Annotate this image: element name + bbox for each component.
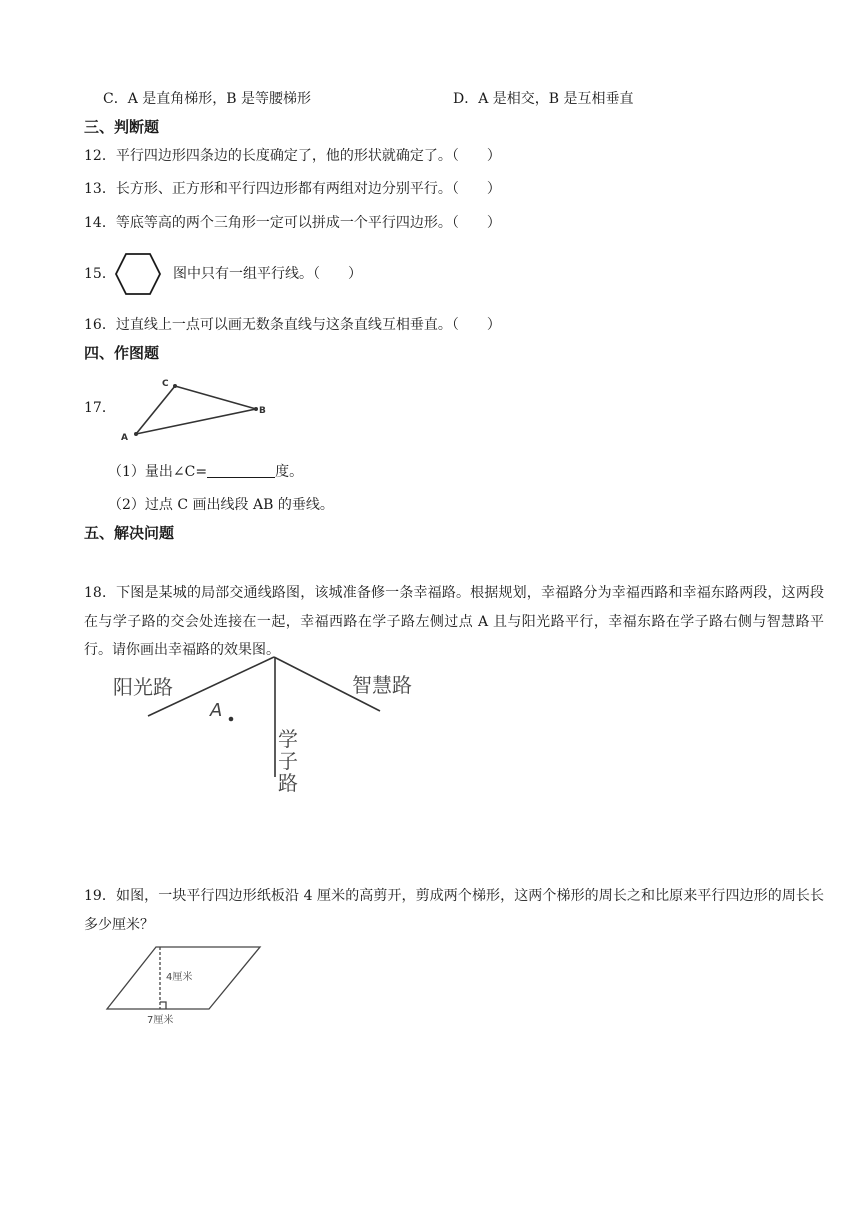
q11-option-c: C．A 是直角梯形，B 是等腰梯形	[103, 91, 312, 107]
triangle-abc-figure	[115, 376, 275, 446]
question-17-number: 17．	[84, 400, 116, 416]
q11-option-d: D．A 是相交，B 是互相垂直	[453, 91, 634, 107]
label-zhihui-road: 智慧路	[352, 673, 412, 697]
question-13: 13．长方形、正方形和平行四边形都有两组对边分别平行。（ ）	[84, 181, 501, 197]
question-16: 16．过直线上一点可以画无数条直线与这条直线互相垂直。（ ）	[84, 317, 501, 333]
hexagon-figure	[114, 252, 162, 296]
part-1-suffix: 度。	[275, 464, 304, 480]
question-17-part-1	[108, 462, 303, 482]
parallelogram-figure	[105, 942, 265, 1032]
label-point-a: A	[121, 433, 128, 443]
label-point-c: C	[162, 379, 169, 389]
answer-blank[interactable]	[207, 463, 275, 478]
question-19: 19．如图，一块平行四边形纸板沿 4 厘米的高剪开，剪成两个梯形，这两个梯形的周长之和比原来平行四边形的周长长多少厘米？	[84, 888, 824, 933]
question-15-number: 15．	[84, 266, 116, 282]
question-15-text: 图中只有一组平行线。（ ）	[173, 266, 362, 282]
section-title-problem-solving: 五、解决问题	[84, 524, 175, 542]
section-title-judgement: 三、判断题	[84, 118, 160, 136]
label-yangguang-road: 阳光路	[113, 675, 173, 699]
question-12: 12．平行四边形四条边的长度确定了，他的形状就确定了。（ ）	[84, 148, 501, 164]
section-title-drawing: 四、作图题	[84, 344, 160, 362]
label-xuezi-road-2: 子	[278, 749, 298, 773]
question-18: 18．下图是某城的局部交通线路图，该城准备修一条幸福路。根据规划，幸福路分为幸福西路和幸福东路两段，这两段在与学子路的交会处连接在一起，幸福西路在学子路左侧过点 A 且与阳光路平行，幸福东路在学子路右侧与智慧路平行。请你画出幸福路的效果图。	[84, 585, 824, 659]
label-point-b: B	[259, 406, 266, 416]
part-1-prefix: （1）量出∠C=	[108, 464, 208, 480]
question-14: 14．等底等高的两个三角形一定可以拼成一个平行四边形。（ ）	[84, 215, 501, 231]
question-17-part-2: （2）过点 C 画出线段 AB 的垂线。	[108, 497, 334, 513]
label-height: 4厘米	[166, 972, 193, 983]
label-xuezi-road-3: 路	[278, 771, 298, 795]
road-map-figure	[110, 652, 430, 797]
label-xuezi-road-1: 学	[278, 727, 298, 751]
label-base: 7厘米	[147, 1015, 174, 1026]
label-point-a-map: A	[210, 700, 223, 721]
